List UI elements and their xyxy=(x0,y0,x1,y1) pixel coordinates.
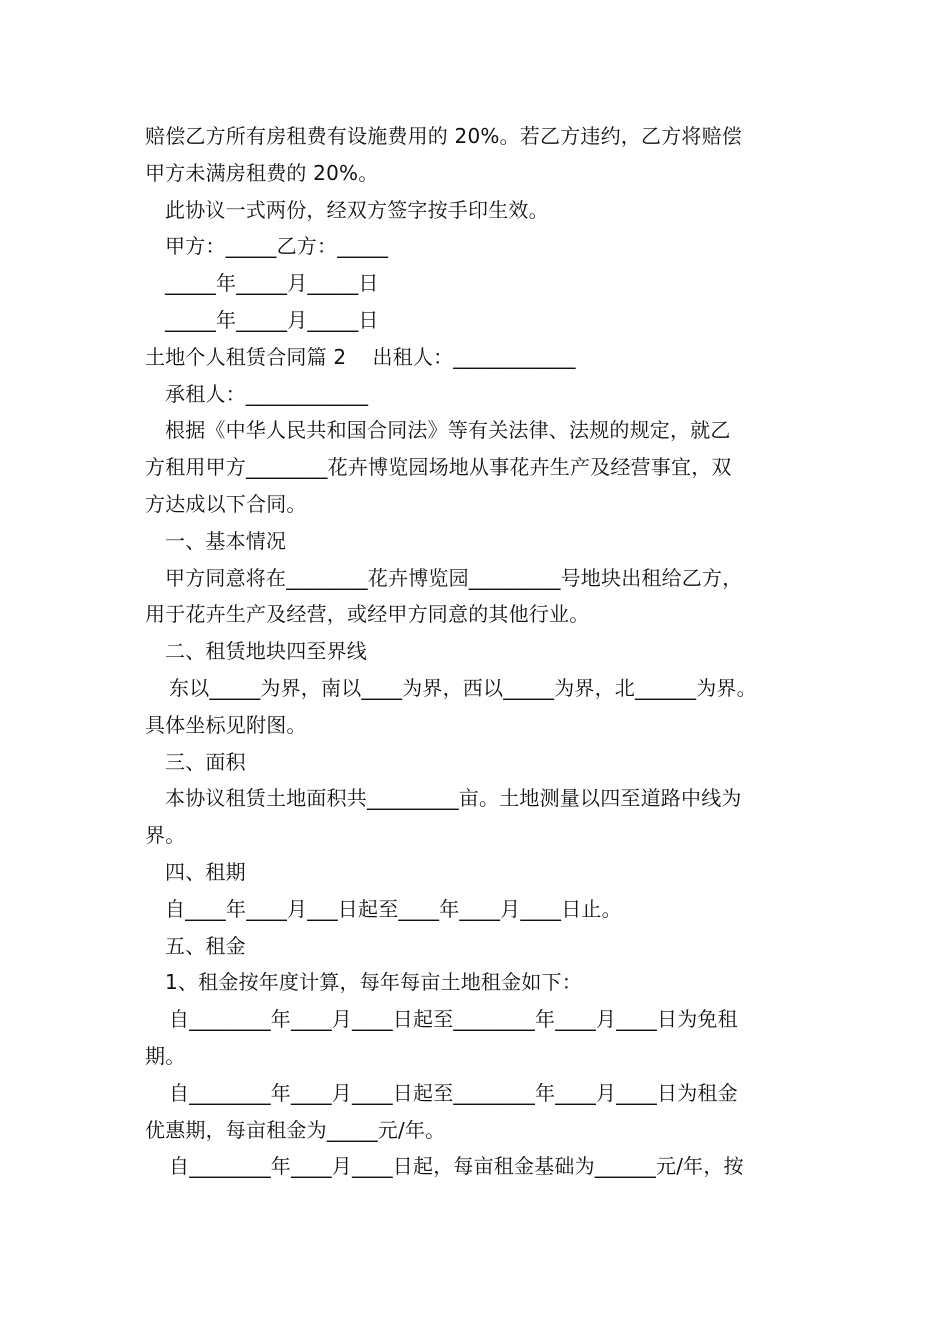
text-line: 赔偿乙方所有房租费有设施费用的 20%。若乙方违约，乙方将赔偿 xyxy=(145,124,743,148)
clause-heading: 一、基本情况 xyxy=(165,528,287,553)
text-line: 方租用甲方________花卉博览园场地从事花卉生产及经营事宜，双 xyxy=(145,455,732,480)
text-line: 东以_____为界，南以____为界，西以_____为界，北______为界。 xyxy=(169,675,757,700)
text-line: 承租人：____________ xyxy=(165,381,369,406)
text-line: 期。 xyxy=(145,1043,186,1068)
text-line: 甲方未满房租费的 20%。 xyxy=(145,160,379,185)
document-body xyxy=(145,118,835,1185)
text-line: 用于花卉生产及经营，或经甲方同意的其他行业。 xyxy=(145,602,590,627)
clause-heading: 四、租期 xyxy=(165,859,246,884)
text-line: 本协议租赁土地面积共_________亩。土地测量以四至道路中线为 xyxy=(165,786,742,811)
text-line: 自________年____月____日起至________年____月____日为租金 xyxy=(169,1080,738,1105)
text-line: 甲方同意将在________花卉博览园_________号地块出租给乙方， xyxy=(165,565,743,590)
text-line: 方达成以下合同。 xyxy=(145,491,307,516)
section-title: 土地个人租赁合同篇 2 出租人：____________ xyxy=(145,344,576,369)
clause-heading: 三、面积 xyxy=(165,749,246,774)
text-line: 1、租金按年度计算，每年每亩土地租金如下： xyxy=(165,970,582,995)
date-line: _____年_____月_____日 xyxy=(165,271,379,296)
text-line: 具体坐标见附图。 xyxy=(145,712,307,737)
text-line: 自____年____月___日起至____年____月____日止。 xyxy=(165,896,622,921)
clause-heading: 五、租金 xyxy=(165,933,246,958)
text-line: 根据《中华人民共和国合同法》等有关法律、法规的规定，就乙 xyxy=(165,418,731,443)
text-line: 此协议一式两份，经双方签字按手印生效。 xyxy=(165,197,549,222)
date-line: _____年_____月_____日 xyxy=(165,307,379,332)
text-line: 自________年____月____日起，每亩租金基础为______元/年，按 xyxy=(169,1154,744,1179)
text-line: 界。 xyxy=(145,823,186,848)
text-line: 优惠期，每亩租金为_____元/年。 xyxy=(145,1117,446,1142)
text-line: 自________年____月____日起至________年____月____日为免租 xyxy=(169,1007,738,1032)
clause-heading: 二、租赁地块四至界线 xyxy=(165,639,367,664)
signature-line: 甲方：_____乙方：_____ xyxy=(165,234,389,259)
